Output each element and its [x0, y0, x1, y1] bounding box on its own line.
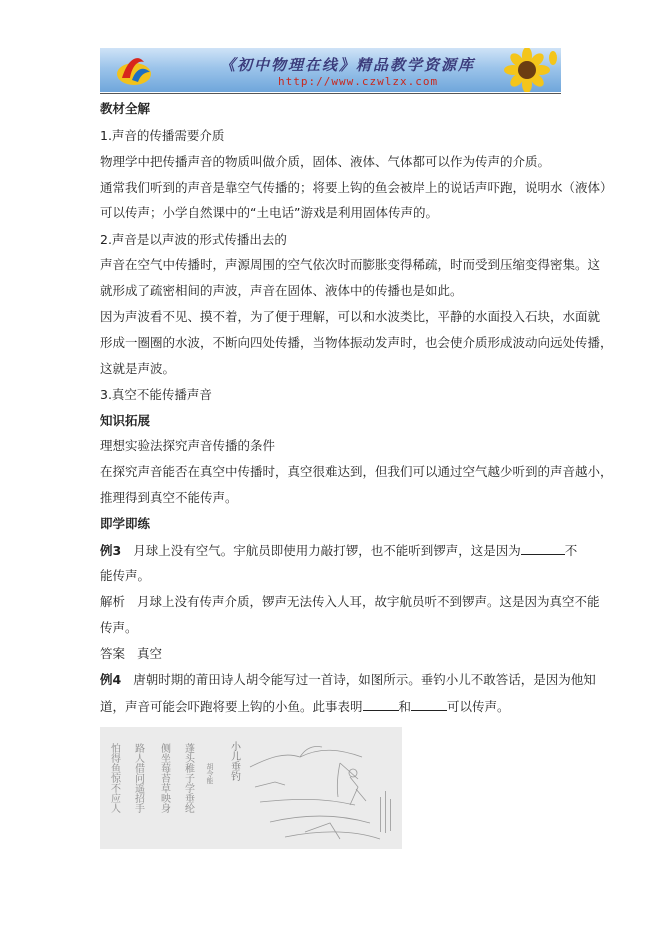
poem-line: 侧坐莓苔草映身	[158, 743, 170, 813]
analysis-line-2: 传声。	[100, 620, 138, 635]
subheading-2: 2.声音是以声波的形式传播出去的	[100, 232, 287, 247]
answer-value: 真空	[137, 646, 163, 661]
example-4-line	[100, 672, 596, 688]
paragraph-2-line: 形成一圈圈的水波，不断向四处传播，当物体振动发声时，也会使介质形成波动向远处传播，	[100, 335, 613, 350]
paragraph-2-line: 因为声波看不见、摸不着，为了便于理解，可以和水波类比，平静的水面投入石块，水面就	[100, 309, 601, 324]
analysis-line	[100, 594, 600, 610]
subheading-1: 1.声音的传播需要介质	[100, 128, 225, 143]
section-heading-practice: 即学即练	[100, 516, 151, 531]
poem-line: 蓬头稚子学垂纶	[182, 743, 194, 813]
example-4-text-mid: 和	[398, 699, 412, 714]
site-logo-icon	[114, 52, 154, 88]
answer-blank[interactable]	[411, 698, 447, 711]
poem-illustration	[100, 727, 402, 849]
example-3-line-2: 能传声。	[100, 568, 151, 583]
poem-line: 怕得鱼惊不应人	[108, 743, 120, 813]
example-3-text: 月球上没有空气。宇航员即使用力敲打锣，也不能听到锣声，这是因为	[133, 543, 521, 558]
example-4-text-end: 可以传声。	[447, 699, 510, 714]
poem-title: 小儿垂钓	[228, 741, 240, 781]
example-3-line	[100, 542, 577, 559]
paragraph-1-line: 物理学中把传播声音的物质叫做介质，固体、液体、气体都可以作为传声的介质。	[100, 154, 551, 169]
extension-line: 推理得到真空不能传声。	[100, 490, 238, 505]
answer-label: 答案	[100, 646, 126, 661]
banner-title: 《初中物理在线》精品教学资源库	[220, 56, 476, 74]
sunflower-icon	[487, 48, 559, 92]
answer-blank[interactable]	[363, 698, 399, 711]
example-4-text: 道，声音可能会吓跑将要上钩的小鱼。此事表明	[100, 699, 363, 714]
answer-blank[interactable]	[521, 542, 565, 555]
example-4-label: 例4	[100, 672, 122, 687]
example-4-text: 唐朝时期的莆田诗人胡令能写过一首诗，如图所示。垂钓小儿不敢答话，是因为他知	[133, 672, 596, 687]
example-4-line-2	[100, 698, 510, 715]
paragraph-2-line: 就形成了疏密相间的声波，声音在固体、液体中的传播也是如此。	[100, 283, 463, 298]
poem-line: 路人借问遥招手	[132, 743, 144, 813]
analysis-text: 月球上没有传声介质，锣声无法传入人耳，故宇航员听不到锣声。这是因为真空不能	[137, 594, 600, 609]
header-divider	[100, 93, 561, 94]
extension-title: 理想实验法探究声音传播的条件	[100, 438, 276, 453]
paragraph-1-line: 通常我们听到的声音是靠空气传播的；将要上钩的鱼会被岸上的说话声吓跑，说明水（液体）	[100, 180, 613, 195]
example-3-label: 例3	[100, 543, 122, 558]
extension-line: 在探究声音能否在真空中传播时，真空很难达到，但我们可以通过空气越少听到的声音越小，	[100, 464, 613, 479]
section-heading-extension: 知识拓展	[100, 413, 151, 428]
analysis-label: 解析	[100, 594, 126, 609]
subheading-3: 3.真空不能传播声音	[100, 387, 212, 402]
section-heading-textbook: 教材全解	[100, 101, 151, 116]
poem-author: 胡令能	[206, 763, 214, 784]
answer-line	[100, 646, 162, 662]
banner-url: http://www.czwlzx.com	[278, 75, 439, 88]
paragraph-2-line: 声音在空气中传播时，声源周围的空气依次时而膨胀变得稀疏，时而受到压缩变得密集。这	[100, 257, 601, 272]
paragraph-1-line: 可以传声；小学自然课中的“土电话”游戏是利用固体传声的。	[100, 205, 438, 220]
example-3-text-end: 不	[564, 543, 578, 558]
paragraph-2-line: 这就是声波。	[100, 361, 176, 376]
header-banner	[100, 48, 561, 92]
